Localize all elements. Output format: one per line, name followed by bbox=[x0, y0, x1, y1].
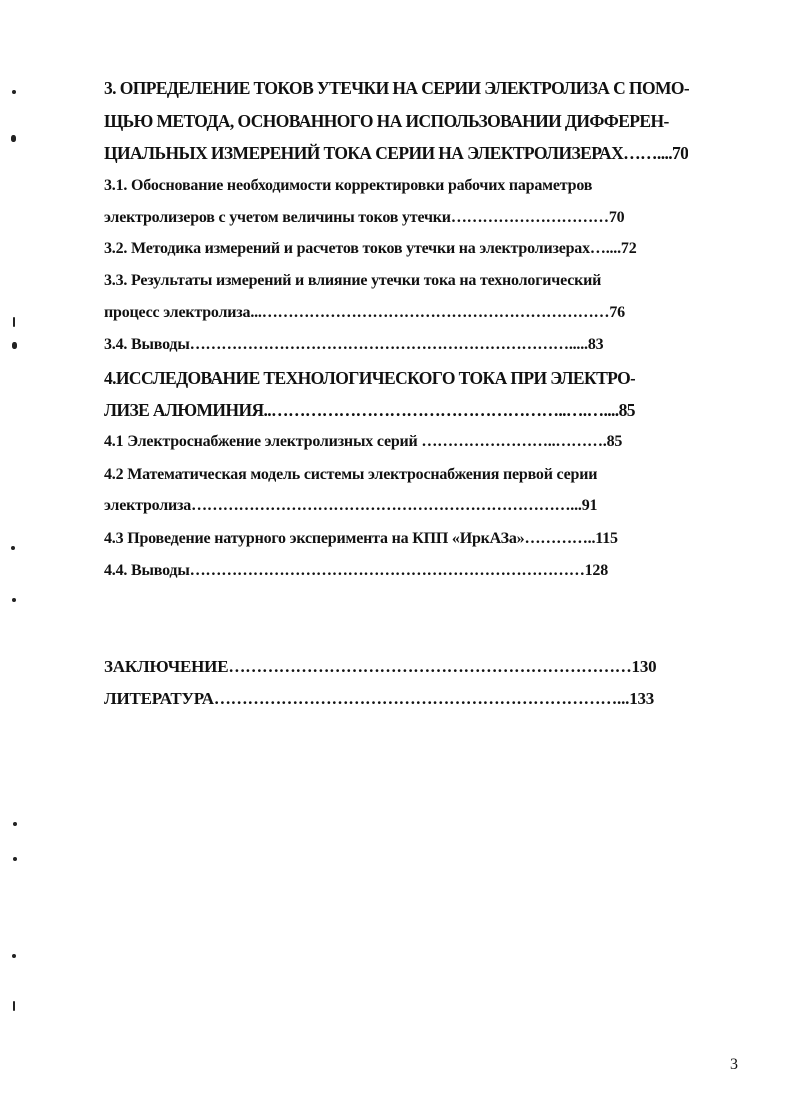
scan-speck bbox=[12, 598, 16, 602]
scan-speck bbox=[12, 954, 16, 958]
toc-section-3-1-line-1: 3.1. Обоснование необходимости корректировки рабочих параметров bbox=[104, 177, 593, 194]
scan-speck bbox=[13, 317, 15, 327]
toc-section-3-1-line-2: электролизеров с учетом величины токов утечки…………………………70 bbox=[104, 209, 625, 226]
toc-chapter-4-title-line-1: 4.ИССЛЕДОВАНИЕ ТЕХНОЛОГИЧЕСКОГО ТОКА ПРИ ЭЛЕКТРО- bbox=[104, 368, 636, 388]
scan-speck bbox=[12, 90, 16, 94]
toc-section-4-2-line-2: электролиза………………………………………………………………...91 bbox=[104, 497, 598, 514]
toc-chapter-4-title-line-2: ЛИЗЕ АЛЮМИНИЯ..……………………………………………..….…....85 bbox=[104, 400, 635, 420]
scan-speck bbox=[11, 135, 16, 142]
scan-speck bbox=[13, 1001, 15, 1011]
toc-section-4-3: 4.3 Проведение натурного эксперимента на КПП «ИркАЗа»…………..115 bbox=[104, 530, 618, 547]
toc-section-4-4: 4.4. Выводы…………………………………………………………………128 bbox=[104, 562, 609, 579]
scan-speck bbox=[13, 857, 17, 861]
toc-conclusion: ЗАКЛЮЧЕНИЕ………………………………………………………………130 bbox=[104, 657, 657, 676]
toc-section-3-3-line-1: 3.3. Результаты измерений и влияние утечки тока на технологический bbox=[104, 272, 602, 289]
toc-chapter-3-title-line-3: ЦИАЛЬНЫХ ИЗМЕРЕНИЙ ТОКА СЕРИИ НА ЭЛЕКТРОЛИЗЕРАХ……....70 bbox=[104, 143, 689, 163]
page-number: 3 bbox=[730, 1056, 738, 1073]
toc-section-3-3-line-2: процесс электролиза...…………………………………………………………76 bbox=[104, 304, 625, 321]
toc-references: ЛИТЕРАТУРА………………………………………………………………...133 bbox=[104, 689, 655, 708]
toc-section-4-2-line-1: 4.2 Математическая модель системы электроснабжения первой серии bbox=[104, 466, 598, 483]
toc-section-4-1: 4.1 Электроснабжение электролизных серий ……………………..……….85 bbox=[104, 433, 623, 450]
toc-chapter-3-title-line-2: ЩЬЮ МЕТОДА, ОСНОВАННОГО НА ИСПОЛЬЗОВАНИИ ДИФФЕРЕН- bbox=[104, 111, 669, 131]
scan-speck bbox=[12, 342, 17, 349]
scan-speck bbox=[13, 822, 17, 826]
toc-chapter-3-title-line-1: 3. ОПРЕДЕЛЕНИЕ ТОКОВ УТЕЧКИ НА СЕРИИ ЭЛЕКТРОЛИЗА С ПОМО- bbox=[104, 78, 690, 98]
toc-section-3-2: 3.2. Методика измерений и расчетов токов утечки на электролизерах…....72 bbox=[104, 240, 637, 257]
scan-speck bbox=[11, 546, 15, 550]
toc-section-3-4: 3.4. Выводы……………………………………………………………….....83 bbox=[104, 336, 604, 353]
